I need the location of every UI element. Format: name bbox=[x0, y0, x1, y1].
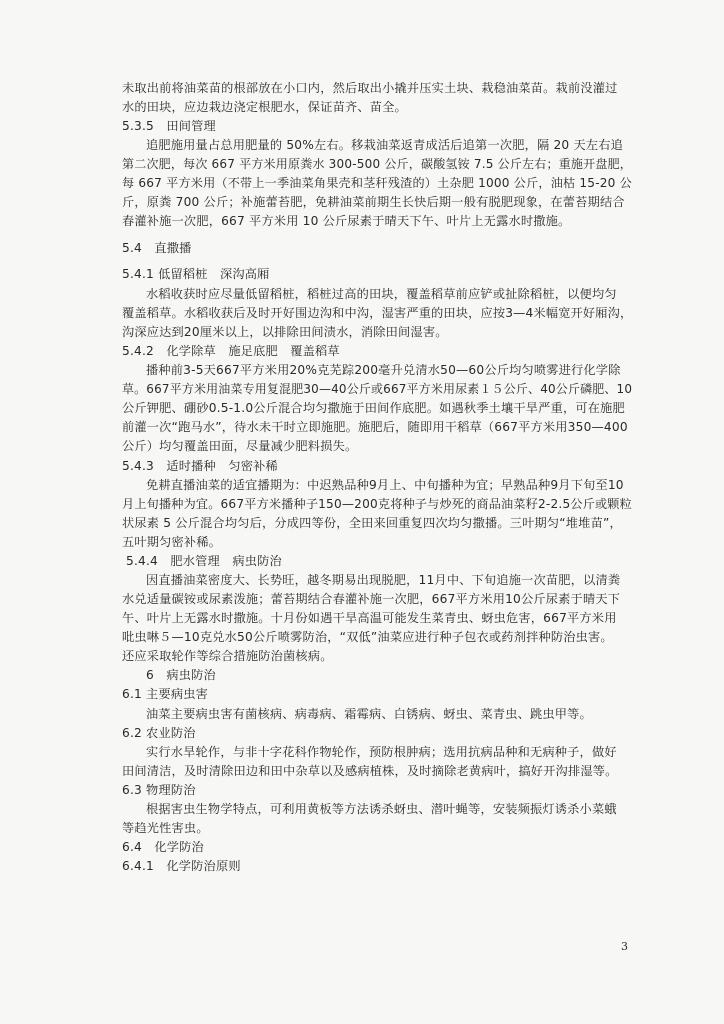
paragraph-line: 状尿素 5 公斤混合均匀后，分成四等份，全田来回重复四次均匀撒播。三叶期匀“堆堆苗”， bbox=[122, 516, 622, 530]
page-number: 3 bbox=[621, 940, 628, 953]
paragraph-line: 前灌一次“跑马水”，待水未干时立即施肥。施肥后，随即用干稻草（667平方米用350—400 bbox=[122, 420, 628, 434]
paragraph-line: 草。667平方米用油菜专用复混肥30—40公斤或667平方米用尿素１５公斤、40公斤磷肥、10 bbox=[122, 382, 633, 396]
paragraph-line: 五叶期匀密补稀。 bbox=[122, 535, 222, 549]
paragraph-line: 未取出前将油菜苗的根部放在小口内，然后取出小撬并压实土块、栽稳油菜苗。栽前没灌过 bbox=[122, 81, 618, 95]
section-heading: 5.4.2 化学除草 施足底肥 覆盖稻草 bbox=[122, 344, 340, 358]
paragraph-line: 根据害虫生物学特点，可利用黄板等方法诱杀蚜虫、潜叶蝇等，安装频振灯诱杀小菜蛾 bbox=[146, 802, 617, 816]
section-heading: 6.3 物理防治 bbox=[122, 783, 196, 797]
paragraph-line: 实行水旱轮作，与非十字花科作物轮作，预防根肿病；选用抗病品种和无病种子，做好 bbox=[146, 745, 617, 759]
paragraph-line: 第二次肥，每次 667 平方米用原粪水 300-500 公斤，碳酸氢铵 7.5 公斤左右；重施开盘肥， bbox=[122, 157, 633, 171]
paragraph-line: 沟深应达到20厘米以上，以排除田间渍水，消除田间湿害。 bbox=[122, 325, 448, 339]
section-heading: 6.4 化学防治 bbox=[122, 840, 204, 854]
paragraph-line: 每 667 平方米用（不带上一季油菜角果壳和茎秆残渣的）土杂肥 1000 公斤，油枯 15-20 公 bbox=[122, 176, 632, 190]
section-heading: 5.4.3 适时播种 匀密补稀 bbox=[122, 459, 278, 473]
paragraph-line: 吡虫啉５—10克兑水50公斤喷雾防治，“双低”油菜应进行种子包衣或药剂拌种防治虫害。 bbox=[122, 630, 613, 644]
paragraph-line: 午、叶片上无露水时撒施。十月份如遇干旱高温可能发生菜青虫、蚜虫危害，667平方米用 bbox=[122, 611, 617, 625]
paragraph-line: 公斤）均匀覆盖田面，尽量减少肥料损失。 bbox=[122, 439, 358, 453]
section-heading: 6.2 农业防治 bbox=[122, 726, 196, 740]
paragraph-line: 覆盖稻草。水稻收获后及时开好围边沟和中沟，湿害严重的田块，应按3—4米幅宽开好厢沟， bbox=[122, 306, 633, 320]
paragraph-line: 水稻收获时应尽量低留稻桩，稻桩过高的田块，覆盖稻草前应铲或扯除稻桩，以便均匀 bbox=[146, 287, 617, 301]
paragraph-line: 播种前3-5天667平方米用20%克芜踪200毫升兑清水50—60公斤均匀喷雾进行化学除 bbox=[146, 363, 621, 377]
paragraph-line: 田间清洁，及时清除田边和田中杂草以及感病植株，及时摘除老黄病叶，搞好开沟排湿等。 bbox=[122, 764, 618, 778]
section-heading: 5.4.4 肥水管理 病虫防治 bbox=[126, 554, 282, 568]
section-heading: 5.4.1 低留稻桩 深沟高厢 bbox=[122, 267, 270, 281]
paragraph-line: 油菜主要病虫害有菌核病、病毒病、霜霉病、白锈病、蚜虫、菜青虫、跳虫甲等。 bbox=[146, 707, 592, 721]
paragraph-line: 公斤钾肥、硼砂0.5-1.0公斤混合均匀撒施于田间作底肥。如遇秋季土壤干旱严重，可在施肥 bbox=[122, 401, 625, 415]
section-heading: 5.3.5 田间管理 bbox=[122, 119, 216, 133]
section-heading: 6.1 主要病虫害 bbox=[122, 687, 208, 701]
paragraph-line: 免耕直播油菜的适宜播期为：中迟熟品种9月上、中旬播种为宜；早熟品种9月下旬至10 bbox=[146, 478, 624, 492]
paragraph-line: 因直播油菜密度大、长势旺，越冬期易出现脱肥，11月中、下旬追施一次苗肥，以清粪 bbox=[146, 573, 621, 587]
paragraph-line: 追肥施用量占总用肥量的 50%左右。移栽油菜返青成活后追第一次肥，隔 20 天左右追 bbox=[146, 138, 623, 152]
section-heading: 5.4 直撒播 bbox=[122, 241, 192, 255]
paragraph-line: 斤，原粪 700 公斤；补施蕾苔肥，免耕油菜前期生长快后期一般有脱肥现象，在蕾苔期结合 bbox=[122, 195, 625, 209]
paragraph-line: 春灌补施一次肥，667 平方米用 10 公斤尿素于晴天下午、叶片上无露水时撒施。 bbox=[122, 214, 571, 228]
section-heading: 6.4.1 化学防治原则 bbox=[122, 859, 241, 873]
paragraph-line: 月上旬播种为宜。667平方米播种子150—200克将种子与炒死的商品油菜籽2-2.5公斤或颗粒 bbox=[122, 497, 632, 511]
section-heading: 6 病虫防治 bbox=[146, 668, 216, 682]
paragraph-line: 水的田块，应边栽边浇定根肥水，保证苗齐、苗全。 bbox=[122, 100, 407, 114]
paragraph-line: 还应采取轮作等综合措施防治菌核病。 bbox=[122, 649, 333, 663]
paragraph-line: 水兑适量碳铵或尿素泼施；蕾苔期结合春灌补施一次肥，667平方米用10公斤尿素于晴天下 bbox=[122, 592, 621, 606]
paragraph-line: 等趋光性害虫。 bbox=[122, 821, 209, 835]
